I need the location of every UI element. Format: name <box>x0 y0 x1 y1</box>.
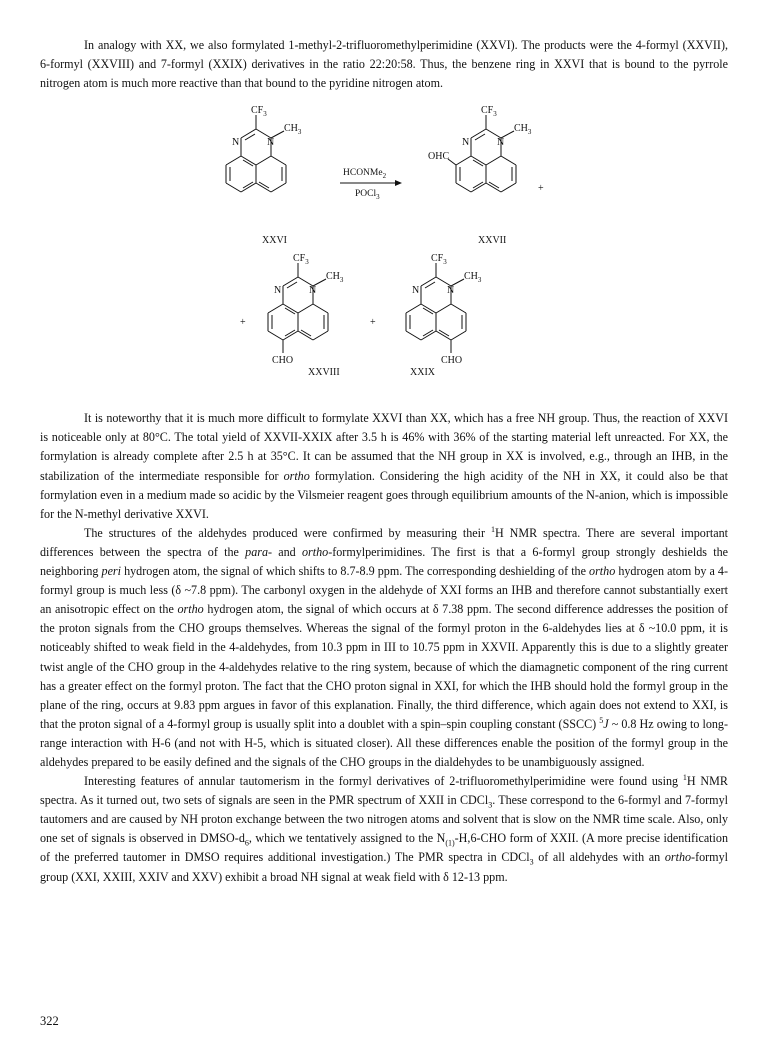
paragraph-2: It is noteworthy that it is much more difficult to formylate XXVI than XX, which has a free NH group. Thus, the reaction of XXVI is noticeable only at 80°C. The total yield of XXVII-XXIX after 3.5 h is 46% with 36% of the starting material left unreacted. For XX, the formylation is already complete after 2.5 h at 35°C. It can be assumed that the NH group in XX is involved, e.g., through an IHB, in the stabilization of the intermediate responsible for ortho formylation. Considering the high acidity of the NH in XX, it could also be that formylation even in a medium made so acidic by the Vilsmeier reagent goes through equilibrium amounts of the N-anion, which is impossible for the N-methyl derivative XXVI. <box>40 411 728 521</box>
cf3-label: $CF_3$ <box>251 105 267 119</box>
plus-sign: + <box>370 317 376 329</box>
cf3-label: $CF_3$ <box>431 253 447 267</box>
n-label: N <box>462 137 470 149</box>
ch3-label: $CH_3$ <box>464 271 482 285</box>
compound-label-xxvii: XXVII <box>478 235 507 247</box>
plus-sign: + <box>240 317 246 329</box>
page-body <box>40 36 728 887</box>
n-label: N <box>232 137 240 149</box>
page-number: 322 <box>40 1014 59 1028</box>
molecule-xxvi <box>226 105 302 192</box>
paragraph-1: In analogy with XX, we also formylated 1-methyl-2-trifluoromethylperimidine (XXVI). The products were the 4-formyl (XXVII), 6-formyl (XXVIII) and 7-formyl (XXIX) derivatives in the ratio 22:20:58. Thus, the benzene ring in XXVI that is bound to the pyrrole nitrogen atom is much more reactive than that bound to the pyridine nitrogen atom. <box>40 38 728 91</box>
n-label: N <box>497 137 505 149</box>
ch3-label: $CH_3$ <box>284 123 302 137</box>
reagent-pocl3: POCl$_3$ <box>355 189 380 202</box>
n-label: N <box>447 285 455 297</box>
ch3-label: $CH_3$ <box>326 271 344 285</box>
ohc-label: OHC <box>428 151 450 163</box>
ch3-label: $CH_3$ <box>514 123 532 137</box>
cf3-label: $CF_3$ <box>481 105 497 119</box>
n-label: N <box>309 285 317 297</box>
n-label: N <box>267 137 275 149</box>
molecule-xxvii <box>428 105 532 192</box>
cho-label: CHO <box>272 355 294 367</box>
paragraph-3: The structures of the aldehydes produced were confirmed by measuring their $^1$H NMR spectra. There are several important differences between the spectra of the para- and ortho-formylperimidines. The first is that a 6-formyl group strongly deshields the neighboring peri hydrogen atom, the signal of which shifts to 8.7-8.9 ppm. The corresponding deshielding of the ortho hydrogen atom by a 4-formyl group is much less (δ ~7.8 ppm). The carbonyl oxygen in the aldehyde of XXI forms an IHB and therefore cannot substantially exert an anisotropic effect on the ortho hydrogen atom, the signal of which occurs at δ 7.38 ppm. The second difference addresses the position of the proton signals from the CHO groups themselves. Whereas the signal of the formyl proton in the 6-aldehydes lies at δ ~10.0 ppm, it is noticeably shifted to weak field in the 4-aldehydes, from 10.3 ppm in III to 10.75 ppm in XXVII. Apparently this is due to a slightly greater twist angle of the CHO group in the 4-aldehydes relative to the ring system, because of which the diamagnetic component of the ring current has a greater effect on the formyl proton. The fact that the CHO proton signal in XXI, for which the IHB should hold the formyl group in the plane of the ring, occurs at 9.83 ppm argues in favor of this explanation. Finally, the third difference, which again does not extend to XXI, is that the proton signal of a 4-formyl group is usually split into a doublet with a spin–spin coupling constant (SSCC) $^5$J ~ 0.8 Hz owing to long-range interaction with H-6 (and not with H-5, which is situated closer). All these differences enable the position of the formyl group in the aldehydes prepared to be easily defined and the signals of the CHO groups in the dialdehydes to be unambiguously assigned. <box>40 524 729 769</box>
reaction-arrow <box>340 168 402 201</box>
compound-label-xxviii: XXVIII <box>308 367 340 379</box>
cho-label: CHO <box>441 355 463 367</box>
reaction-scheme <box>40 103 728 403</box>
cf3-label: $CF_3$ <box>293 253 309 267</box>
paragraph-4: Interesting features of annular tautomerism in the formyl derivatives of 2-trifluoromethylperimidine were found using $^1$H NMR spectra. As it turned out, two sets of signals are seen in the PMR spectrum of XXII in CDCl$_3$. These correspond to the 6-formyl and 7-formyl tautomers and are caused by NH proton exchange between the two nitrogen atoms and solvent that is slow on the NMR time scale. Also, only one set of signals is observed in DMSO-$d_6$, which we tentatively assigned to the $N_{(1)}-H,6$-CHO form of XXII. (A more precise identification of the preferred tautomer in DMSO requires additional investigation.) The PMR spectra in CDCl$_3$ of all aldehydes with an ortho-formyl group (XXI, XXIII, XXIV and XXV) exhibit a broad NH signal at weak field with δ 12-13 ppm. <box>40 773 728 884</box>
compound-label-xxix: XXIX <box>410 367 435 379</box>
molecule-xxix <box>406 253 482 366</box>
molecule-xxviii <box>268 253 344 366</box>
reagent-hconme2: HCONMe$_2$ <box>343 168 387 181</box>
n-label: N <box>274 285 282 297</box>
n-label: N <box>412 285 420 297</box>
plus-sign: + <box>538 183 544 195</box>
compound-label-xxvi: XXVI <box>262 235 287 247</box>
